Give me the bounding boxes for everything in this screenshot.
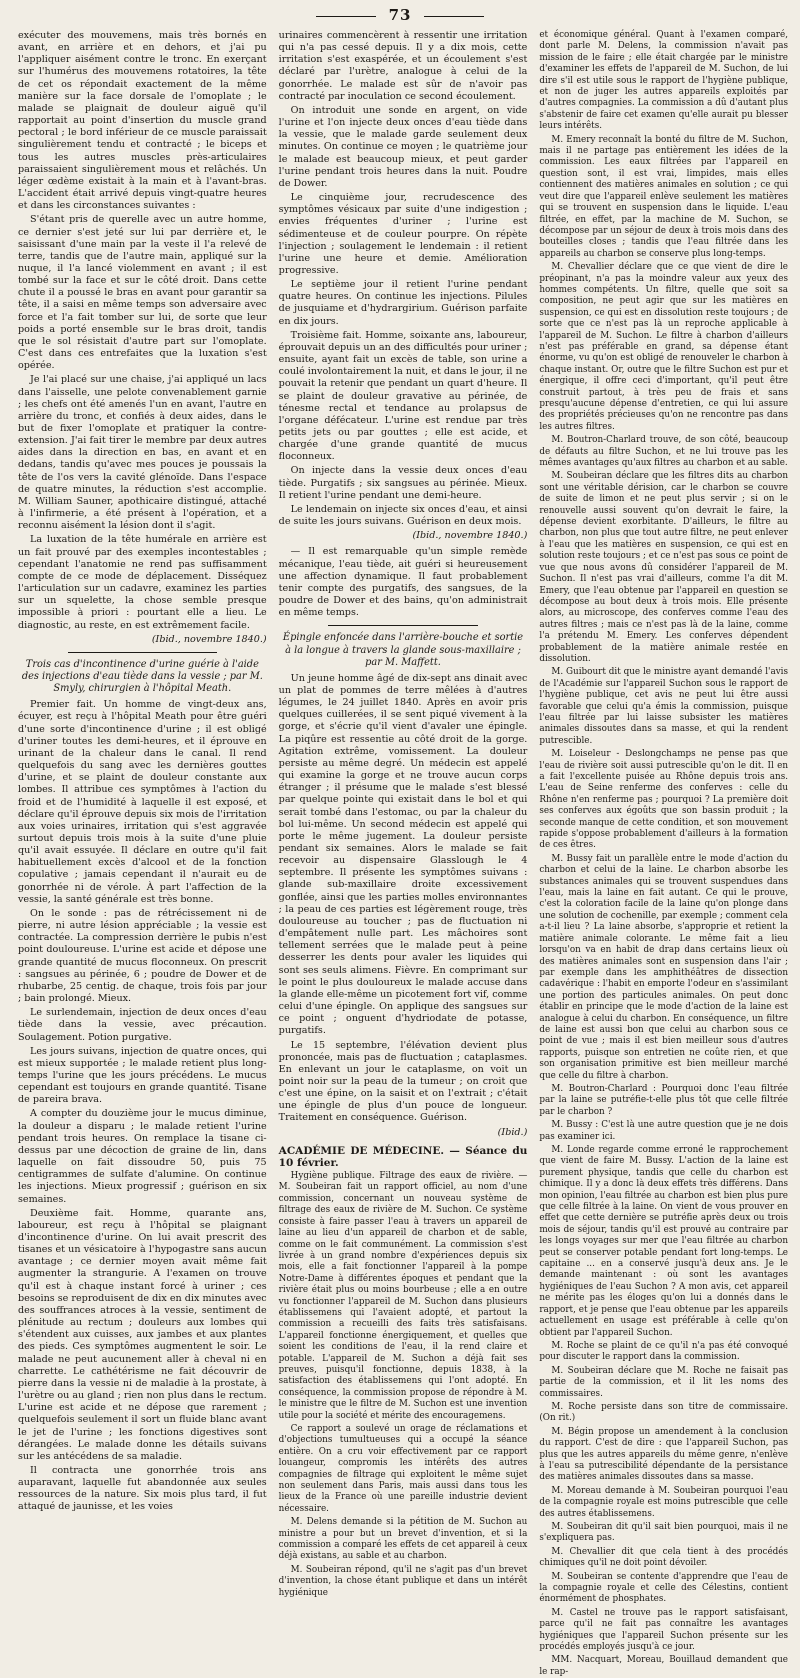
article-title — [279, 625, 528, 668]
article-columns — [18, 30, 789, 1677]
paragraph: S'étant pris de querelle avec un autre homme, ce dernier s'est jeté sur lui par derrière et, le saisissant d'une main par la veste il l'a relevé de terre, tandis que de l'autre main, appliqué sur la nuque, il l'a lancé violemment en avant ; il est tombé sur la face et sur le côté droit. Dans cette chute il a poussé le bras en avant pour garantir sa tête, il a saisi en même temps son adversaire avec force et l'a fait tomber sur lui, de sorte que leur poids a porté ensemble sur le bras droit, tandis que le sol résistait d'autre part sur l'omoplate. C'est dans ces entrefaites que la luxation s'est opérée. — [18, 214, 267, 372]
paragraph: M. Guibourt dit que le ministre ayant demandé l'avis de l'Académie sur l'appareil Suchon sous le rapport de l'hygiène publique, cet avis ne peut lui être aussi favorable que celui qu'a émis la commission, puisque l'eau filtrée par lui laisse subsister les matières animales dissoutes dans sa masse, et qui la rendent putrescible. — [539, 667, 789, 746]
paragraph: Les jours suivans, injection de quatre onces, qui est mieux supportée ; le malade retient plus long-temps l'urine que les jours précédens. Le mucus cependant est toujours en grande quantité. Tisane de pareira brava. — [18, 1045, 267, 1106]
article-title — [18, 652, 267, 695]
paragraph: M. Boutron-Charlard : Pourquoi donc l'eau filtrée par la laine se putréfie-t-elle plus tôt que celle filtrée par le charbon ? — [539, 1083, 789, 1117]
header-rule-right — [424, 16, 484, 17]
paragraph: M. Castel ne trouve pas le rapport satisfaisant, parce qu'il ne fait pas connaître les avantages hygiéniques que l'appareil Suchon présente sur les procédés employés jusqu'à ce jour. — [539, 1607, 789, 1653]
paragraph: Le 15 septembre, l'élévation devient plus prononcée, mais pas de fluctuation ; cataplasmes. En enlevant un jour le cataplasme, on voit un point noir sur la peau de la tumeur ; on croit que c'est une épine, on la saisit et on l'extrait ; c'était une épingle de plus d'un pouce de longueur. Traitement en conséquence. Guérison. — [278, 1039, 528, 1124]
paragraph: M. Soubeiran dit qu'il sait bien pourquoi, mais il ne s'expliquera pas. — [539, 1522, 789, 1544]
paragraph: M. Soubeiran se contente d'apprendre que l'eau de la compagnie royale et celle des Célestins, contient énormément de phosphates. — [539, 1571, 789, 1605]
paragraph: M. Emery reconnaît la bonté du filtre de M. Suchon, mais il ne partage pas entièrement les idées de la commission. Les eaux filtrées par l'appareil en question sont, il est vrai, limpides, mais elles contiennent des matières animales en solution ; ce qui veut dire que l'appareil enlève seulement les matières qui se trouvent en suspension dans le liquide. L'eau filtrée, en effet, par la machine de M. Suchon, se décompose par un séjour de deux à trois mois dans des bouteilles closes ; tandis que l'eau filtrée dans les appareils au charbon se conserve plus long-temps. — [539, 134, 789, 259]
citation: (Ibid.) — [497, 1126, 528, 1138]
paragraph: — Il est remarquable qu'un simple remède mécanique, l'eau tiède, ait guéri si heureusement une affection dynamique. Il faut probablement tenir compte des purgatifs, des sangsues, de la poudre de Dower et des bains, qu'on administrait en même temps. — [278, 546, 528, 619]
section-heading: ACADÉMIE DE MÉDECINE. — Séance du 10 février. — [278, 1144, 528, 1169]
column-3 — [539, 30, 789, 1677]
paragraph: On le sonde : pas de rétrécissement ni de pierre, ni autre lésion appréciable ; la vessie est contractée. La compression derrière le pubis n'est point douloureuse. L'urine est acide et dépose une grande quantité de mucus floconneux. On prescrit : sangsues au périnée, 6 ; poudre de Dower et de rhubarbe, 25 centig. de chaque, trois fois par jour ; bain prolongé. Mieux. — [18, 907, 267, 1005]
article-title-text: Épingle enfoncée dans l'arrière-bouche et sortie à la longue à travers la glande sous-maxillaire ; par M. Maffett. — [282, 632, 524, 668]
paragraph: MM. Nacquart, Moreau, Bouillaud demandent que le rap- — [539, 1655, 789, 1677]
paragraph: M. Roche persiste dans son titre de commissaire. (On rit.) — [539, 1401, 789, 1424]
page-header — [0, 6, 800, 28]
paragraph: Premier fait. Un homme de vingt-deux ans, écuyer, est reçu à l'hôpital Meath pour être guéri d'une sorte d'incontinence d'urine ; il est obligé d'uriner toutes les demi-heures, et il éprouve en urinant de la chaleur dans le canal. Il rend quelquefois du sang avec les dernières gouttes d'urine, et se plaint de douleur constante aux lombes. Il attribue ces symptômes à l'action du froid et de l'humidité à laquelle il est exposé, et déclare qu'il éprouve depuis six mois de l'irritation aux voies urinaires, irritation qui s'est aggravée surtout depuis trois mois à la suite d'une pluie qu'il avait essuyée. Il déclare en outre qu'il fait habituellement excès d'alcool et de la fonction copulative ; jamais cependant il n'aurait eu de gonorrhée ni de vérole. À part l'affection de la vessie, la santé générale est très bonne. — [18, 699, 267, 905]
paragraph: Un jeune homme âgé de dix-sept ans dinait avec un plat de pommes de terre mêlées à d'autres légumes, le 24 juillet 1840. Après en avoir pris quelques cuillerées, il se sent piqué vivement à la gorge, et s'écrie qu'il vient d'avaler une épingle. La piqûre est ressentie au côté droit de la gorge. Agitation extrême, vomissement. La douleur persiste au même degré. Un médecin est appelé qui examine la gorge et ne trouve aucun corps étranger ; il présume que le malade s'est blessé par quelque pointe qui existait dans le bol et qui serait tombé dans l'estomac, ou par la chaleur du bol lui-même. Un second médecin est appelé qui porte le même jugement. La douleur persiste pendant six semaines. Alors le malade se fait recevoir au dispensaire Glasslough le 4 septembre. Il présente les symptômes suivans : glande sub-maxillaire droite excessivement gonflée, ainsi que les parties molles environnantes ; la peau de ces parties est légèrement rouge, très douloureuse au toucher ; pas de fluctuation ni d'empâtement nulle part. Les mâchoires sont tellement serrées que le malade peut à peine desserrer les dents pour avaler les liquides qui sont ses seuls alimens. Fièvre. En comprimant sur le point le plus douloureux le malade accuse dans la glande elle-même un picotement fort vif, comme celui d'une épingle. On applique des sangsues sur ce point ; onguent d'hydriodate de potasse, purgatifs. — [278, 672, 528, 1037]
paragraph: M. Chevallier dit que cela tient à des procédés chimiques qu'il ne doit point dévoiler. — [539, 1546, 789, 1569]
citation: (Ibid., novembre 1840.) — [412, 530, 528, 542]
paragraph: Le surlendemain, injection de deux onces d'eau tiède dans la vessie, avec précaution. Soulagement. Potion purgative. — [18, 1007, 267, 1043]
paragraph: On injecte dans la vessie deux onces d'eau tiède. Purgatifs ; six sangsues au périnée. Mieux. Il retient l'urine pendant une demi-heure. — [278, 465, 528, 501]
paragraph: et économique général. Quant à l'examen comparé, dont parle M. Delens, la commission n'avait pas mission de le faire ; elle était chargée par le ministre d'examiner les effets de l'appareil de M. Suchon, de lui dire s'il est utile sous le rapport de l'hygiène publique, et non de juger les autres appareils exploités par d'autres compagnies. La commission a dû d'autant plus s'abstenir de faire cet examen qu'elle aurait pu blesser leurs intérêts. — [539, 30, 789, 132]
paragraph: exécuter des mouvemens, mais très bornés en avant, en arrière et en dehors, et j'ai pu l'appliquer aisément contre le tronc. En exerçant sur l'humérus des mouvemens rotatoires, la tête de cet os répondait exactement de la même manière sur la face dorsale de l'omoplate ; le malade se plaignait de douleur aiguë qu'il rapportait au point d'insertion du muscle grand pectoral ; le bord inférieur de ce muscle paraissait singulièrement tendu et contracté ; le biceps et tous les autres muscles près-articulaires paraissaient singulièrement mous et relâchés. Un léger œdème existait à la main et à l'avant-bras. L'accident était arrivé depuis vingt-quatre heures et dans les circonstances suivantes : — [18, 30, 267, 212]
paragraph: M. Moreau demande à M. Soubeiran pourquoi l'eau de la compagnie royale est moins putrescible que celle des autres établissemens. — [539, 1485, 789, 1519]
paragraph: M. Loiseleur - Deslongchamps ne pense pas que l'eau de rivière soit aussi putrescible qu'on le dit. Il en a fait l'excellente puisée au Rhône depuis trois ans. L'eau de Seine renferme des conferves : celle du Rhône n'en renferme pas ; pourquoi ? La première doit ses conferves aux égoûts que son bassin produit ; la seconde manque de cette condition, et son mouvement rapide s'oppose probablement d'ailleurs à la formation de ces êtres. — [539, 749, 789, 851]
paragraph: Le cinquième jour, recrudescence des symptômes vésicaux par suite d'une indigestion ; envies fréquentes d'uriner ; l'urine est sédimenteuse et de couleur pourpre. On répète l'injection ; soulagement le lendemain : il retient l'urine une heure et demie. Amélioration progressive. — [278, 192, 528, 276]
paragraph: La luxation de la tête humérale en arrière est un fait prouvé par des exemples incontestables ; cependant l'anatomie ne rend pas suffisamment compte de ce mode de déplacement. Disséquez l'articulation sur un cadavre, examinez les parties sur un squelette, la chose semble presque impossible à priori : pourtant elle a lieu. Le diagnostic, au reste, en est extrêmement facile. — [18, 534, 267, 631]
paragraph: Il contracta une gonorrhée trois ans auparavant, laquelle fut abandonnée aux seules ressources de la nature. Six mois plus tard, il fut attaqué de jaunisse, et les voies — [18, 1464, 267, 1513]
paragraph: M. Soubeiran répond, qu'il ne s'agit pas d'un brevet d'invention, la chose étant publique et dans un intérêt hygiénique — [278, 1564, 528, 1598]
page-number: 73 — [388, 6, 412, 24]
paragraph: M. Soubeiran déclare que M. Roche ne faisait pas partie de la commission, et il lit les noms des commissaires. — [539, 1365, 789, 1399]
paragraph: M. Bégin propose un amendement à la conclusion du rapport. C'est de dire : que l'appareil Suchon, pas plus que les autres appareils du même genre, n'enlève à l'eau sa putrescibilité dépendante de la persistance des matières animales dissoutes dans sa masse. — [539, 1426, 789, 1483]
paragraph: M. Londe regarde comme erroné le rapprochement que vient de faire M. Bussy. L'action de la laine est purement physique, tandis que celle du charbon est chimique. Il y a donc là deux effets très différens. Dans mon opinion, l'eau filtrée au charbon est bien plus pure que celle filtrée à la laine. On vient de vous prouver en effet que cette dernière se putréfie après deux ou trois mois de séjour, tandis qu'il est prouvé au contraire par les longs voyages sur mer que l'eau filtrée au charbon peut se conserver potable pendant fort long-temps. Le capitaine ... en a conservé jusqu'à deux ans. Je le demande maintenant : où sont les avantages hygiéniques de l'eau Suchon ? A mon avis, cet appareil ne mérite pas les éloges qu'on lui a donnés dans le rapport, et je pense que l'eau obtenue par les appareils actuellement en usage est préférable à celle qu'on obtient par l'appareil Suchon. — [539, 1145, 789, 1338]
title-rule — [68, 652, 217, 653]
article-title-text: Trois cas d'incontinence d'urine guérie à l'aide des injections d'eau tiède dans la vessie ; par M. Smyly, chirurgien à l'hôpital Meath. — [21, 658, 263, 695]
paragraph: A compter du douzième jour le mucus diminue, la douleur a disparu ; le malade retient l'urine pendant trois heures. On remplace la tisane ci-dessus par une décoction de graine de lin, dans laquelle on fait dissoudre 50, puis 75 centigrammes de sulfate d'alumine. On continue les injections. Mieux progressif ; guérison en six semaines. — [18, 1108, 267, 1205]
paragraph: Je l'ai placé sur une chaise, j'ai appliqué un lacs dans l'aisselle, une pelote convenablement garnie ; les chefs ont été amenés l'un en avant, l'autre en arrière du tronc, et confiés à deux aides, dans le but de fixer l'omoplate et pratiquer la contre-extension. J'ai fait tirer le membre par deux autres aides dans la direction en bas, en avant et en dedans, tandis qu'avec mes pouces je poussais la tête de l'os vers la cavité glénoïde. Dans l'espace de quatre minutes, la réduction s'est accomplie. M. William Sauner, apothicaire distingué, attaché à l'infirmerie, a été présent à l'opération, et a reconnu aisément la lésion dont il s'agit. — [18, 374, 267, 532]
paragraph: M. Soubeiran déclare que les filtres dits au charbon sont une véritable dérision, car le charbon se couvre de suite de limon et ne peut plus servir ; si on le renouvelle aussi souvent qu'on devrait le faire, la dépense devient exorbitante. D'ailleurs, le filtre au charbon, non plus que tout autre filtre, ne peut enlever à l'eau que les matières en suspension, ce qui est en solution reste toujours ; et ce n'est pas sous ce point de vue que nous avons dû considérer l'appareil de M. Suchon. Il n'est pas vrai d'ailleurs, comme l'a dit M. Emery, que l'eau obtenue par l'appareil en question se décompose au bout deux à trois mois. Elle présente alors, au microscope, des conferves comme l'eau des autres filtres ; mais ce n'est pas là de la laine, comme l'a prétendu M. Emery. Les conferves dépendent probablement de la matière animale restée en dissolution. — [539, 471, 789, 664]
paragraph: M. Delens demande si la pétition de M. Suchon au ministre a pour but un brevet d'invention, et si la commission a comparé les effets de cet appareil à ceux déjà existans, au sable et au charbon. — [278, 1517, 528, 1562]
academy-report — [279, 1171, 528, 1599]
paragraph: M. Bussy fait un parallèle entre le mode d'action du charbon et celui de la laine. Le charbon absorbe les substances animales qui se trouvent suspendues dans l'eau, mais la laine en fait autant. Ce qui le prouve, c'est la coloration facile de la laine qu'on plonge dans une solution de cochenille, par exemple ; comment cela a-t-il lieu ? La laine absorbe, s'approprie et retient la matière animale colorante. Le même fait a lieu lorsqu'on va en habit de drap dans certains lieux où des matières animales sont en suspension dans l'air ; par exemple dans les amphithéâtres de dissection cadavérique : l'habit en emporte l'odeur en s'assimilant une portion des particules animales. On peut donc établir en principe que le mode d'action de la laine est analogue à celui du charbon. En conséquence, un filtre de laine est aussi bon que celui au charbon sous ce point de vue ; mais il est bien meilleur sous d'autres rapports, puisque son entretien ne coûte rien, et que son organisation primitive est bien meilleur marché que celle du filtre à charbon. — [539, 853, 789, 1081]
paragraph: On introduit une sonde en argent, on vide l'urine et l'on injecte deux onces d'eau tiède dans la vessie, que le malade garde seulement deux minutes. On continue ce moyen ; le quatrième jour le malade est beaucoup mieux, et peut garder l'urine pendant trois heures dans la nuit. Poudre de Dower. — [278, 104, 528, 189]
column-2 — [278, 30, 528, 1598]
paragraph: Le septième jour il retient l'urine pendant quatre heures. On continue les injections. Pilules de jusquiame et d'hydrargirium. Guérison parfaite en dix jours. — [278, 279, 528, 327]
paragraph: M. Boutron-Charlard trouve, de son côté, beaucoup de défauts au filtre Suchon, et ne lui trouve pas les mêmes avantages qu'aux filtres au charbon et au sable. — [539, 435, 789, 469]
paragraph: M. Chevallier déclare que ce que vient de dire le préopinant, n'a pas la moindre valeur aux yeux des hommes compétents. Un filtre, quelle que soit sa composition, ne peut agir que sur les matières en suspension, ce qui est en dissolution reste toujours ; de sorte que ce n'est pas là un reproche applicable à l'appareil de M. Suchon. Le filtre à charbon d'ailleurs n'est pas préférable en grand, sa dépense étant énorme, vu qu'on est obligé de renouveler le charbon à chaque instant. Or, outre que le filtre Suchon est pur et énergique, il offre ceci d'important, qu'il peut être construit partout, à très peu de frais et sans presqu'aucune dépense d'entretien, ce qui lui assure des propriétés précieuses qu'on ne rencontre pas dans les autres filtres. — [539, 262, 789, 432]
paragraph: Hygiène publique. Filtrage des eaux de rivière. — M. Soubeiran fait un rapport officiel, au nom d'une commission, concernant un nouveau système de filtrage des eaux de rivière de M. Suchon. Ce système consiste à faire passer l'eau à travers un appareil de laine au lieu d'un appareil de charbon et de sable, comme on le fait communément. La commission s'est livrée à un grand nombre d'expériences depuis six mois, elle a fait fonctionner l'appareil à la pompe Notre-Dame à différentes époques et pendant que la rivière était plus ou moins bourbeuse ; elle a en outre vu fonctionner l'appareil de M. Suchon dans plusieurs établissemens qui l'avaient adopté, et partout la commission a recueilli des faits très satisfaisans. L'appareil fonctionne énergiquement, et quelles que soient les conditions de l'eau, il la rend claire et potable. L'appareil de M. Suchon a déjà fait ses preuves, puisqu'il fonctionne, depuis 1838, à la satisfaction des établissemens qui l'ont adopté. En conséquence, la commission propose de répondre à M. le ministre que le filtre de M. Suchon est une invention utile pour la société et mérite des encouragemens. — [278, 1171, 528, 1421]
paragraph: urinaires commencèrent à ressentir une irritation qui n'a pas cessé depuis. Il y a dix mois, cette irritation s'est exaspérée, et un écoulement s'est déclaré par l'urètre, analogue à celui de la gonorrhée. Le malade est sûr de n'avoir pas contracté par inoculation ce second écoulement. — [278, 30, 528, 102]
paragraph: M. Bussy : C'est là une autre question que je ne dois pas examiner ici. — [539, 1120, 789, 1142]
paragraph: Le lendemain on injecte six onces d'eau, et ainsi de suite les jours suivans. Guérison en deux mois. — [278, 503, 528, 528]
paragraph: M. Roche se plaint de ce qu'il n'a pas été convoqué pour discuter le rapport dans la commission. — [539, 1340, 789, 1363]
paragraph: Ce rapport a soulevé un orage de réclamations et d'objections tumultueuses qui a occupé la séance entière. On a cru voir effectivement par ce rapport louangeur, compromis les intérêts des autres compagnies de filtrage qui exploitent le même sujet non seulement dans Paris, mais aussi dans tous les lieux de la France où une pareille industrie devient nécessaire. — [278, 1424, 528, 1514]
paragraph: Deuxième fait. Homme, quarante ans, laboureur, est reçu à l'hôpital se plaignant d'incontinence d'urine. On lui avait prescrit des tisanes et un vésicatoire à l'hypogastre sans aucun avantage ; ce dernier moyen avait même fait augmenter la strangurie. A l'examen on trouve qu'il est à chaque instant forcé à uriner ; ces besoins se reproduisent de dix en dix minutes avec des souffrances atroces à la vessie, sentiment de plénitude au rectum ; douleurs aux lombes qui s'étendent aux cuisses, aux jambes et aux plantes des pieds. Ces symptômes augmentent le soir. Le malade ne peut aucunement aller à cheval ni en charrette. Le cathétérisme ne fait découvrir de pierre dans la vessie ni de maladie à la prostate, à l'urètre ou au gland ; rien non plus dans le rectum. L'urine est acide et ne dépose que rarement ; quelquefois seulement il sort un fluide blanc avant le jet de l'urine ; les fonctions digestives sont dérangées. Le malade donne les détails suivans sur les antécédens de sa maladie. — [18, 1207, 267, 1462]
title-rule — [328, 625, 477, 626]
column-1 — [18, 30, 267, 1513]
header-rule-left — [316, 16, 376, 17]
citation: (Ibid., novembre 1840.) — [151, 633, 267, 645]
paragraph: Troisième fait. Homme, soixante ans, laboureur, éprouvait depuis un an des difficultés pour uriner ; ensuite, ayant fait un excès de table, son urine a coulé involontairement la nuit, et dans le jour, il ne pouvait la retenir que pendant un quart d'heure. Il se plaint de douleur gravative au périnée, de ténesme rectal et tendance au prolapsus de l'organe défécateur. L'urine est rendue par très petits jets ou par gouttes ; elle est acide, et chargée d'une grande quantité de mucus floconneux. — [278, 329, 528, 463]
